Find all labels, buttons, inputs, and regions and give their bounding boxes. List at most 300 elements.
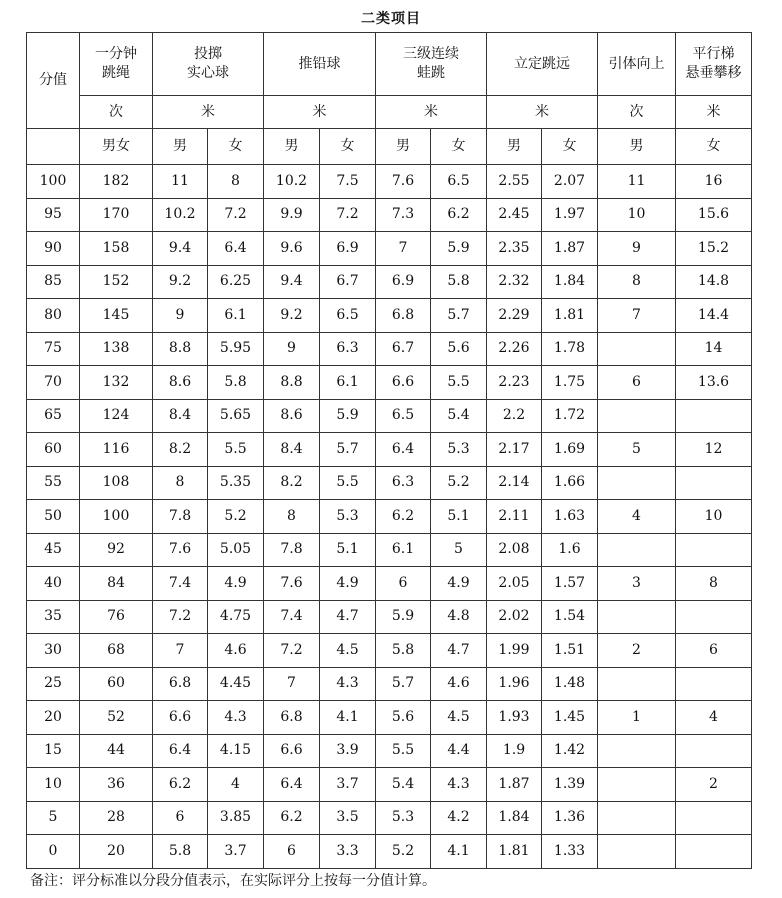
value-cell: 2.26: [487, 332, 542, 366]
value-cell: 6.7: [320, 265, 376, 299]
value-cell: 2.17: [487, 433, 542, 467]
table-row: [27, 500, 752, 534]
value-cell: 100: [80, 500, 153, 534]
value-cell: 5: [431, 533, 487, 567]
value-cell: 1: [598, 701, 676, 735]
value-cell: 1.63: [542, 500, 598, 534]
value-cell: 3.7: [208, 835, 264, 869]
value-cell: 4.8: [431, 600, 487, 634]
value-cell: 6.5: [431, 165, 487, 199]
value-cell: 4.6: [431, 667, 487, 701]
value-cell: 6.2: [264, 801, 320, 835]
value-cell: 15.2: [676, 232, 752, 266]
value-cell: 6: [598, 366, 676, 400]
value-cell: 4.6: [208, 634, 264, 668]
unit-rope: 次: [80, 96, 153, 129]
value-cell: 2.08: [487, 533, 542, 567]
value-cell: 1.72: [542, 399, 598, 433]
value-cell: 5.2: [431, 466, 487, 500]
value-cell: 10.2: [264, 165, 320, 199]
value-cell: 8.8: [153, 332, 208, 366]
value-cell: 76: [80, 600, 153, 634]
value-cell: 6: [676, 634, 752, 668]
value-cell: 1.75: [542, 366, 598, 400]
table-row: [27, 667, 752, 701]
value-cell: 7.6: [153, 533, 208, 567]
value-cell: 1.33: [542, 835, 598, 869]
table-row: [27, 198, 752, 232]
value-cell: 2.45: [487, 198, 542, 232]
value-cell: 10.2: [153, 198, 208, 232]
score-cell: 60: [27, 433, 80, 467]
value-cell: 7.6: [376, 165, 431, 199]
table-row: [27, 835, 752, 869]
value-cell: 8.4: [153, 399, 208, 433]
table-row: [27, 466, 752, 500]
value-cell: 6.2: [376, 500, 431, 534]
value-cell: 6.6: [153, 701, 208, 735]
value-cell: 6.4: [208, 232, 264, 266]
score-cell: 65: [27, 399, 80, 433]
value-cell: 5.2: [208, 500, 264, 534]
value-cell: [676, 533, 752, 567]
gender-blank: [27, 129, 80, 165]
score-table: [26, 32, 752, 869]
table-row: [27, 600, 752, 634]
value-cell: [598, 801, 676, 835]
value-cell: 9.9: [264, 198, 320, 232]
table-row: [27, 232, 752, 266]
value-cell: 7.5: [320, 165, 376, 199]
value-cell: 1.97: [542, 198, 598, 232]
value-cell: 14.8: [676, 265, 752, 299]
value-cell: 2.07: [542, 165, 598, 199]
value-cell: [598, 835, 676, 869]
value-cell: 5.9: [376, 600, 431, 634]
value-cell: 9.2: [153, 265, 208, 299]
value-cell: 2.2: [487, 399, 542, 433]
value-cell: 4.9: [320, 567, 376, 601]
value-cell: 2: [676, 768, 752, 802]
value-cell: 4.4: [431, 734, 487, 768]
event-header-medicine-ball: 投掷 实心球: [153, 33, 264, 96]
value-cell: [676, 466, 752, 500]
value-cell: 52: [80, 701, 153, 735]
table-row: [27, 533, 752, 567]
value-cell: 4.5: [320, 634, 376, 668]
value-cell: [598, 667, 676, 701]
value-cell: 6.4: [264, 768, 320, 802]
value-cell: 8.8: [264, 366, 320, 400]
value-cell: 5.6: [376, 701, 431, 735]
value-cell: [598, 734, 676, 768]
value-cell: 4.7: [320, 600, 376, 634]
value-cell: 4.3: [208, 701, 264, 735]
value-cell: 4: [598, 500, 676, 534]
value-cell: 4.7: [431, 634, 487, 668]
value-cell: 5.3: [320, 500, 376, 534]
score-cell: 30: [27, 634, 80, 668]
value-cell: 5.1: [320, 533, 376, 567]
table-row: [27, 734, 752, 768]
value-cell: 5.65: [208, 399, 264, 433]
page-title: 二类项目: [361, 11, 421, 27]
value-cell: 5.5: [320, 466, 376, 500]
value-cell: 5.8: [153, 835, 208, 869]
value-cell: 5.05: [208, 533, 264, 567]
value-cell: 7: [598, 299, 676, 333]
value-cell: 6: [264, 835, 320, 869]
table-row: [27, 433, 752, 467]
value-cell: 5.2: [376, 835, 431, 869]
value-cell: [676, 734, 752, 768]
value-cell: 1.54: [542, 600, 598, 634]
unit-long-jump: 米: [487, 96, 598, 129]
gender-male: 男: [264, 129, 320, 165]
value-cell: 5.1: [431, 500, 487, 534]
value-cell: 9.4: [153, 232, 208, 266]
value-cell: 1.84: [542, 265, 598, 299]
value-cell: 116: [80, 433, 153, 467]
table-row: [27, 701, 752, 735]
value-cell: 2.11: [487, 500, 542, 534]
value-cell: 4.1: [431, 835, 487, 869]
score-cell: 40: [27, 567, 80, 601]
value-cell: 6.1: [320, 366, 376, 400]
value-cell: 4.75: [208, 600, 264, 634]
value-cell: 1.36: [542, 801, 598, 835]
value-cell: 3.3: [320, 835, 376, 869]
value-cell: 92: [80, 533, 153, 567]
score-cell: 50: [27, 500, 80, 534]
value-cell: 8.2: [264, 466, 320, 500]
value-cell: 5.7: [431, 299, 487, 333]
value-cell: 5.7: [376, 667, 431, 701]
score-cell: 25: [27, 667, 80, 701]
score-cell: 55: [27, 466, 80, 500]
value-cell: 9.4: [264, 265, 320, 299]
value-cell: 1.96: [487, 667, 542, 701]
value-cell: 1.48: [542, 667, 598, 701]
value-cell: 13.6: [676, 366, 752, 400]
gender-male: 男: [153, 129, 208, 165]
table-row: [27, 801, 752, 835]
value-cell: 6.7: [376, 332, 431, 366]
value-cell: 3.7: [320, 768, 376, 802]
value-cell: 60: [80, 667, 153, 701]
value-cell: 8: [264, 500, 320, 534]
value-cell: 2: [598, 634, 676, 668]
value-cell: 5.4: [431, 399, 487, 433]
score-cell: 90: [27, 232, 80, 266]
value-cell: 1.66: [542, 466, 598, 500]
value-cell: [676, 801, 752, 835]
gender-female: 女: [542, 129, 598, 165]
value-cell: 138: [80, 332, 153, 366]
table-row: [27, 567, 752, 601]
value-cell: 6.1: [208, 299, 264, 333]
value-cell: 15.6: [676, 198, 752, 232]
table-row: [27, 165, 752, 199]
value-cell: 7.2: [208, 198, 264, 232]
value-cell: 5.9: [431, 232, 487, 266]
value-cell: 5.5: [376, 734, 431, 768]
table-row: [27, 366, 752, 400]
gender-rope: 男女: [80, 129, 153, 165]
value-cell: 108: [80, 466, 153, 500]
score-cell: 15: [27, 734, 80, 768]
value-cell: 7.4: [264, 600, 320, 634]
value-cell: 9: [153, 299, 208, 333]
gender-male: 男: [487, 129, 542, 165]
value-cell: 5.6: [431, 332, 487, 366]
value-cell: 1.42: [542, 734, 598, 768]
value-cell: 6.5: [376, 399, 431, 433]
value-cell: 7.8: [153, 500, 208, 534]
value-cell: 7: [153, 634, 208, 668]
value-cell: 8: [676, 567, 752, 601]
table-row: [27, 299, 752, 333]
value-cell: 6.1: [376, 533, 431, 567]
value-cell: 1.45: [542, 701, 598, 735]
value-cell: 4: [676, 701, 752, 735]
value-cell: 1.81: [487, 835, 542, 869]
score-cell: 5: [27, 801, 80, 835]
value-cell: 1.84: [487, 801, 542, 835]
score-cell: 45: [27, 533, 80, 567]
table-row: [27, 265, 752, 299]
value-cell: 16: [676, 165, 752, 199]
value-cell: 3.5: [320, 801, 376, 835]
value-cell: 5.5: [208, 433, 264, 467]
value-cell: 4.3: [320, 667, 376, 701]
value-cell: 7.6: [264, 567, 320, 601]
score-cell: 85: [27, 265, 80, 299]
value-cell: 8: [153, 466, 208, 500]
value-cell: 11: [598, 165, 676, 199]
value-cell: 1.6: [542, 533, 598, 567]
value-cell: 5.4: [376, 768, 431, 802]
value-cell: 8: [208, 165, 264, 199]
value-cell: 4.5: [431, 701, 487, 735]
value-cell: 6: [376, 567, 431, 601]
value-cell: 5.95: [208, 332, 264, 366]
value-cell: 1.51: [542, 634, 598, 668]
value-cell: [598, 600, 676, 634]
value-cell: 1.99: [487, 634, 542, 668]
value-cell: 170: [80, 198, 153, 232]
value-cell: 5.5: [431, 366, 487, 400]
event-header-rope: 一分钟 跳绳: [80, 33, 153, 96]
table-row: [27, 332, 752, 366]
score-cell: 10: [27, 768, 80, 802]
value-cell: 2.02: [487, 600, 542, 634]
value-cell: 1.57: [542, 567, 598, 601]
value-cell: 132: [80, 366, 153, 400]
value-cell: 1.87: [542, 232, 598, 266]
event-header-ladder: 平行梯 悬垂攀移: [676, 33, 752, 96]
value-cell: 6.25: [208, 265, 264, 299]
event-header-shot-put: 推铅球: [264, 33, 376, 96]
score-cell: 100: [27, 165, 80, 199]
value-cell: [676, 600, 752, 634]
score-cell: 0: [27, 835, 80, 869]
value-cell: 4.3: [431, 768, 487, 802]
value-cell: 152: [80, 265, 153, 299]
value-cell: 2.23: [487, 366, 542, 400]
value-cell: 5.8: [376, 634, 431, 668]
value-cell: 7.2: [264, 634, 320, 668]
value-cell: [676, 667, 752, 701]
value-cell: 1.87: [487, 768, 542, 802]
value-cell: 12: [676, 433, 752, 467]
gender-male: 男: [376, 129, 431, 165]
value-cell: 6.8: [153, 667, 208, 701]
value-cell: 2.14: [487, 466, 542, 500]
value-cell: 20: [80, 835, 153, 869]
value-cell: 3: [598, 567, 676, 601]
value-cell: 8: [598, 265, 676, 299]
value-cell: 5.8: [208, 366, 264, 400]
value-cell: 124: [80, 399, 153, 433]
value-cell: 6.6: [264, 734, 320, 768]
value-cell: 3.9: [320, 734, 376, 768]
value-cell: 2.55: [487, 165, 542, 199]
score-cell: 80: [27, 299, 80, 333]
value-cell: 5.8: [431, 265, 487, 299]
gender-female: 女: [208, 129, 264, 165]
value-cell: 28: [80, 801, 153, 835]
value-cell: 5.35: [208, 466, 264, 500]
event-header-long-jump: 立定跳远: [487, 33, 598, 96]
value-cell: 5: [598, 433, 676, 467]
score-cell: 95: [27, 198, 80, 232]
value-cell: 7: [376, 232, 431, 266]
unit-frog-jump: 米: [376, 96, 487, 129]
value-cell: 4: [208, 768, 264, 802]
value-cell: 6.3: [376, 466, 431, 500]
value-cell: 9.6: [264, 232, 320, 266]
value-cell: 7.2: [153, 600, 208, 634]
value-cell: 1.69: [542, 433, 598, 467]
value-cell: [598, 466, 676, 500]
value-cell: 36: [80, 768, 153, 802]
value-cell: 3.85: [208, 801, 264, 835]
value-cell: 2.29: [487, 299, 542, 333]
score-body: [27, 165, 752, 869]
score-header: 分值: [27, 33, 80, 129]
unit-pull-up: 次: [598, 96, 676, 129]
value-cell: 10: [598, 198, 676, 232]
value-cell: [598, 399, 676, 433]
value-cell: 2.32: [487, 265, 542, 299]
value-cell: 7.3: [376, 198, 431, 232]
score-cell: 20: [27, 701, 80, 735]
value-cell: 8.6: [264, 399, 320, 433]
value-cell: 5.3: [376, 801, 431, 835]
value-cell: [598, 533, 676, 567]
value-cell: [598, 332, 676, 366]
value-cell: 44: [80, 734, 153, 768]
value-cell: 145: [80, 299, 153, 333]
footnote: 备注：评分标准以分段分值表示，在实际评分上按每一分值计算。: [30, 873, 436, 889]
value-cell: 6.8: [376, 299, 431, 333]
value-cell: 1.81: [542, 299, 598, 333]
value-cell: 4.15: [208, 734, 264, 768]
value-cell: 7.2: [320, 198, 376, 232]
value-cell: 1.39: [542, 768, 598, 802]
unit-shot-put: 米: [264, 96, 376, 129]
value-cell: 6.8: [264, 701, 320, 735]
value-cell: 11: [153, 165, 208, 199]
value-cell: 7: [264, 667, 320, 701]
value-cell: 6.4: [376, 433, 431, 467]
value-cell: [676, 399, 752, 433]
value-cell: 6: [153, 801, 208, 835]
unit-ladder: 米: [676, 96, 752, 129]
value-cell: 182: [80, 165, 153, 199]
value-cell: 9: [598, 232, 676, 266]
gender-ladder: 女: [676, 129, 752, 165]
value-cell: 8.2: [153, 433, 208, 467]
value-cell: 7.8: [264, 533, 320, 567]
value-cell: 1.9: [487, 734, 542, 768]
value-cell: 6.4: [153, 734, 208, 768]
value-cell: 5.7: [320, 433, 376, 467]
value-cell: 6.9: [376, 265, 431, 299]
unit-medicine-ball: 米: [153, 96, 264, 129]
value-cell: [676, 835, 752, 869]
value-cell: 2.35: [487, 232, 542, 266]
value-cell: 4.45: [208, 667, 264, 701]
value-cell: 1.93: [487, 701, 542, 735]
table-row: [27, 634, 752, 668]
value-cell: 6.6: [376, 366, 431, 400]
value-cell: 6.2: [431, 198, 487, 232]
value-cell: 1.78: [542, 332, 598, 366]
value-cell: 84: [80, 567, 153, 601]
value-cell: 7.4: [153, 567, 208, 601]
score-cell: 35: [27, 600, 80, 634]
value-cell: 158: [80, 232, 153, 266]
score-cell: 75: [27, 332, 80, 366]
value-cell: 2.05: [487, 567, 542, 601]
gender-female: 女: [431, 129, 487, 165]
value-cell: 6.5: [320, 299, 376, 333]
value-cell: 5.9: [320, 399, 376, 433]
value-cell: 14.4: [676, 299, 752, 333]
value-cell: 10: [676, 500, 752, 534]
value-cell: 68: [80, 634, 153, 668]
gender-female: 女: [320, 129, 376, 165]
value-cell: 5.3: [431, 433, 487, 467]
value-cell: 4.1: [320, 701, 376, 735]
value-cell: 9: [264, 332, 320, 366]
value-cell: 4.9: [208, 567, 264, 601]
event-header-frog-jump: 三级连续 蛙跳: [376, 33, 487, 96]
value-cell: 6.9: [320, 232, 376, 266]
value-cell: 8.4: [264, 433, 320, 467]
value-cell: 9.2: [264, 299, 320, 333]
score-cell: 70: [27, 366, 80, 400]
value-cell: 8.6: [153, 366, 208, 400]
table-row: [27, 768, 752, 802]
value-cell: 4.9: [431, 567, 487, 601]
value-cell: 4.2: [431, 801, 487, 835]
event-header-pull-up: 引体向上: [598, 33, 676, 96]
gender-pull-up: 男: [598, 129, 676, 165]
table-row: [27, 399, 752, 433]
